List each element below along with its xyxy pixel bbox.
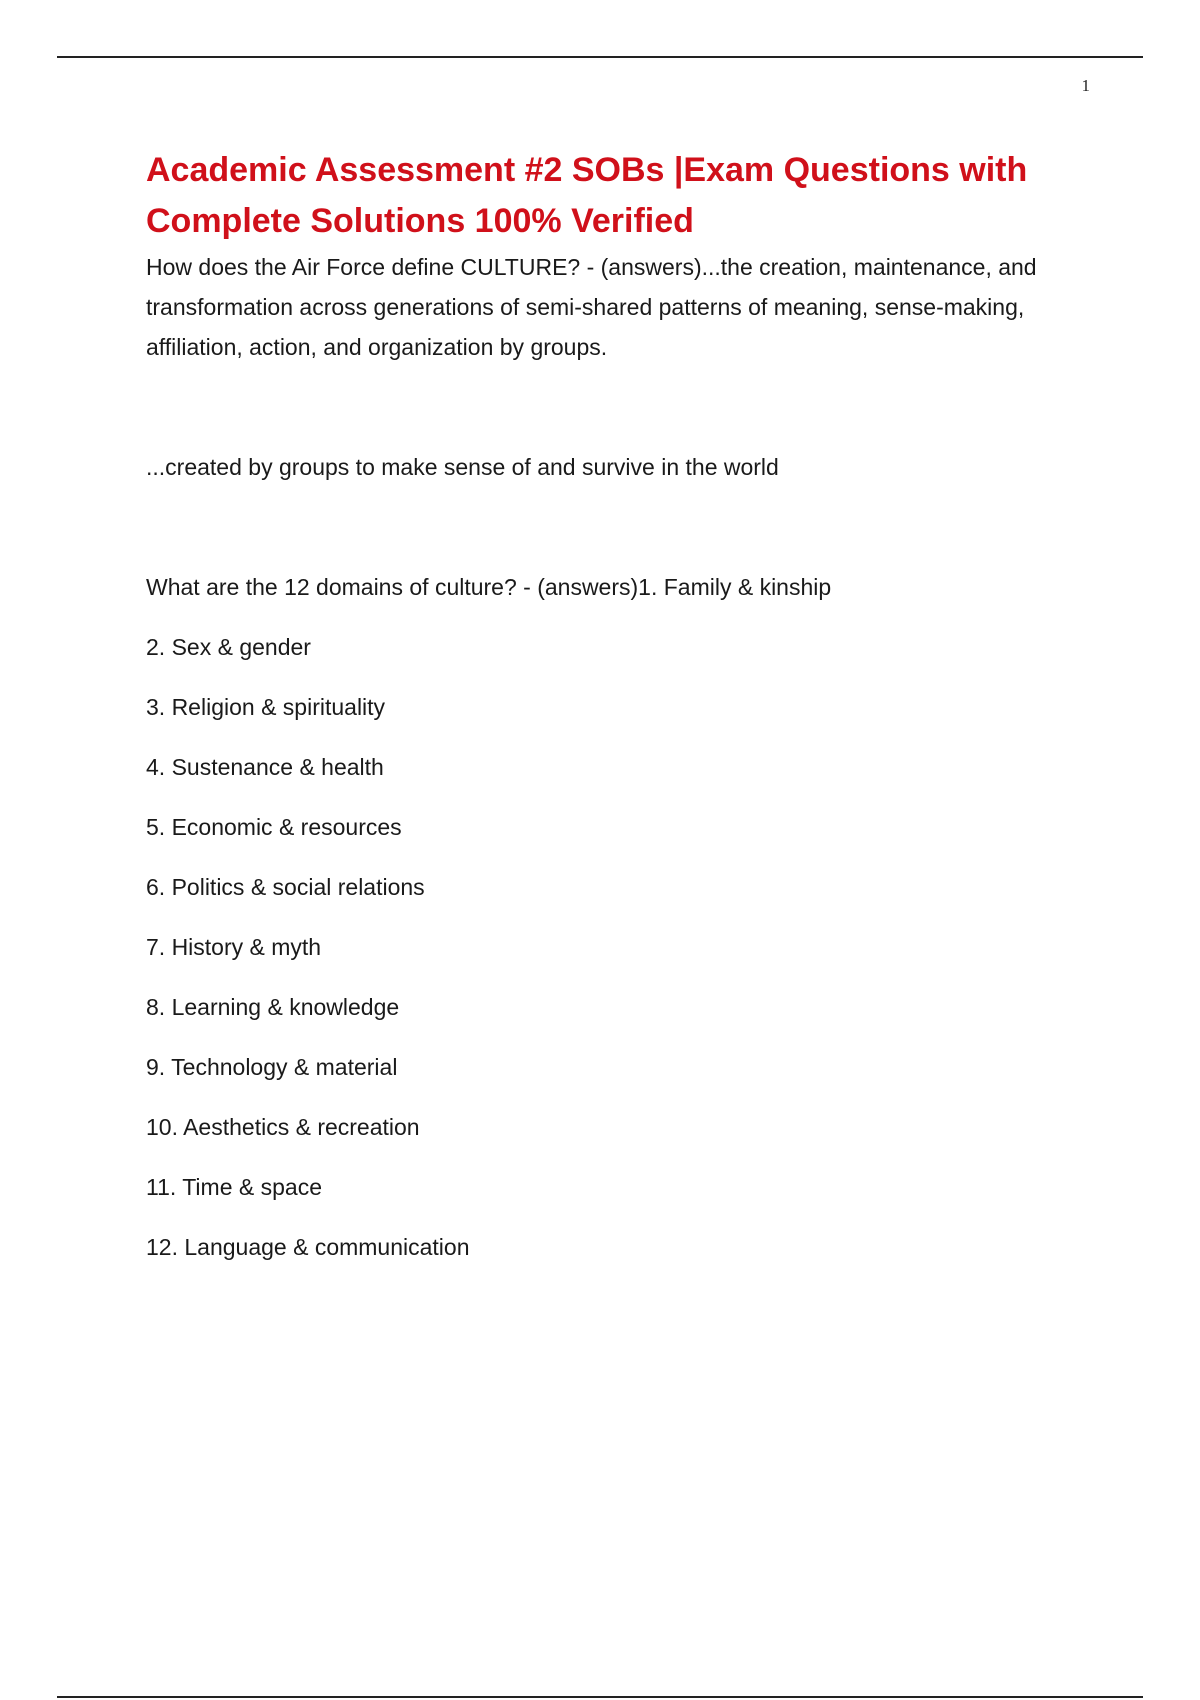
list-item: 7. History & myth (146, 934, 322, 960)
question-culture-domains: What are the 12 domains of culture? - (answers)1. Family & kinship (146, 574, 832, 600)
question-culture-definition: How does the Air Force define CULTURE? - (answers)...the creation, maintenance, and transformation across generations of semi-shared patterns of meaning, sense-making, affiliation, action, and organization by groups. (146, 254, 1037, 360)
list-item: 9. Technology & material (146, 1054, 398, 1080)
footer-rule (57, 1696, 1143, 1698)
header-rule (57, 56, 1143, 58)
spacer (146, 367, 1096, 447)
list-item: 3. Religion & spirituality (146, 694, 386, 720)
list-item: 5. Economic & resources (146, 814, 402, 840)
document-title: Academic Assessment #2 SOBs |Exam Questions with Complete Solutions 100% Verified (146, 151, 1028, 240)
list-item: 12. Language & communication (146, 1234, 470, 1260)
domain-list (146, 627, 1096, 1267)
answer-continuation: ...created by groups to make sense of and survive in the world (146, 454, 779, 480)
document-body (146, 145, 1096, 1267)
page-number: 1 (1081, 76, 1090, 95)
list-item: 8. Learning & knowledge (146, 994, 400, 1020)
list-item: 2. Sex & gender (146, 634, 311, 660)
list-item: 10. Aesthetics & recreation (146, 1114, 420, 1140)
list-item: 4. Sustenance & health (146, 754, 384, 780)
list-item: 6. Politics & social relations (146, 874, 425, 900)
spacer (146, 487, 1096, 567)
list-item: 11. Time & space (146, 1174, 322, 1200)
